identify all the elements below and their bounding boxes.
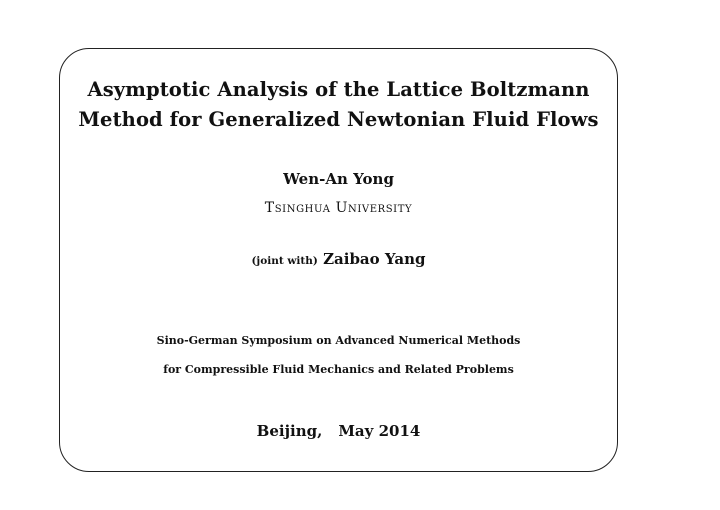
city: Beijing, <box>256 422 323 440</box>
coauthor-line <box>59 250 618 268</box>
author-name: Wen-An Yong <box>283 170 394 188</box>
joint-label: (joint with) <box>251 255 318 267</box>
coauthor-name: Zaibao Yang <box>323 250 426 268</box>
place-date-line <box>59 422 618 440</box>
symposium-line-2: for Compressible Fluid Mechanics and Related Problems <box>163 363 514 376</box>
date: May 2014 <box>338 422 421 440</box>
affiliation: Tsinghua University <box>264 200 413 216</box>
title-line-1: Asymptotic Analysis of the Lattice Boltzmann <box>87 78 590 101</box>
title-line-2: Method for Generalized Newtonian Fluid Flows <box>78 108 599 131</box>
symposium-line-1: Sino-German Symposium on Advanced Numerical Methods <box>156 334 521 347</box>
